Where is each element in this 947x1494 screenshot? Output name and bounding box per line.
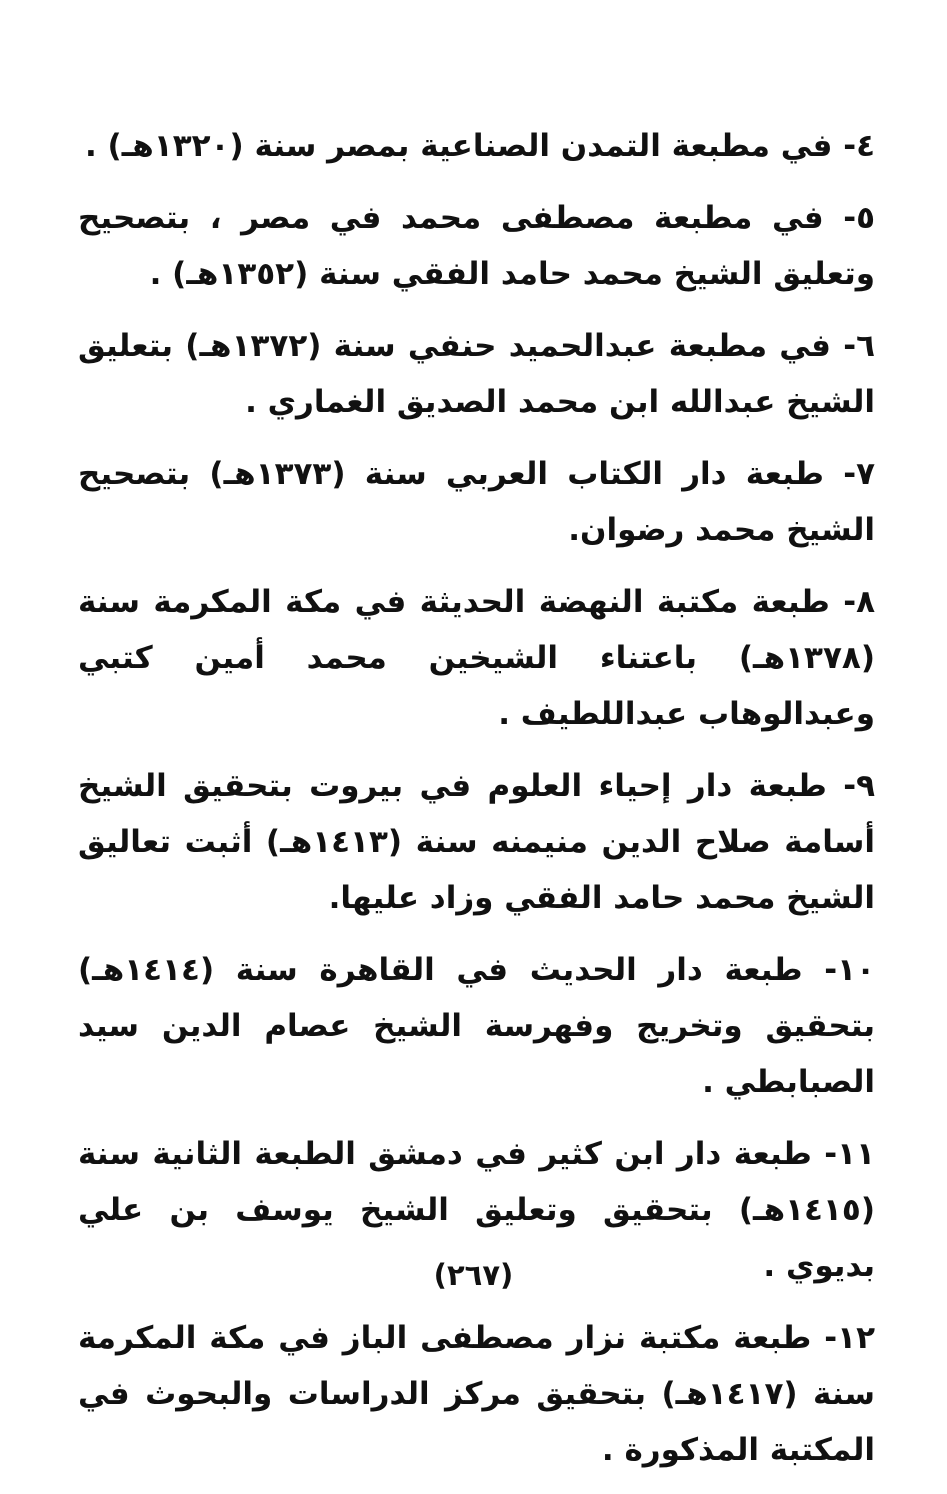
edition-item-11: ١١- طبعة دار ابن كثير في دمشق الطبعة الثانية سنة (١٤١٥هـ) بتحقيق وتعليق الشيخ يوسف بن علي بديوي .	[78, 1136, 875, 1284]
edition-item-7: ٧- طبعة دار الكتاب العربي سنة (١٣٧٣هـ) بتصحيح الشيخ محمد رضوان.	[78, 456, 875, 548]
edition-item-8: ٨- طبعة مكتبة النهضة الحديثة في مكة المكرمة سنة (١٣٧٨هـ) باعتناء الشيخين محمد أمين كتبي وعبدالوهاب عبداللطيف .	[78, 584, 875, 732]
edition-item-9: ٩- طبعة دار إحياء العلوم في بيروت بتحقيق الشيخ أسامة صلاح الدين منيمنه سنة (١٤١٣هـ) أثبت تعاليق الشيخ محمد حامد الفقي وزاد عليها.	[78, 768, 875, 916]
edition-item-5: ٥- في مطبعة مصطفى محمد في مصر ، بتصحيح وتعليق الشيخ محمد حامد الفقي سنة (١٣٥٢هـ) .	[78, 200, 875, 292]
edition-item-4: ٤- في مطبعة التمدن الصناعية بمصر سنة (١٣٢٠هـ) .	[84, 128, 875, 164]
edition-item-6: ٦- في مطبعة عبدالحميد حنفي سنة (١٣٧٢هـ) بتعليق الشيخ عبدالله ابن محمد الصديق الغماري .	[78, 328, 876, 420]
edition-item-12: ١٢- طبعة مكتبة نزار مصطفى الباز في مكة المكرمة سنة (١٤١٧هـ) بتحقيق مركز الدراسات والبحوث في المكتبة المذكورة .	[78, 1320, 875, 1468]
edition-item-10: ١٠- طبعة دار الحديث في القاهرة سنة (١٤١٤هـ) بتحقيق وتخريج وفهرسة الشيخ عصام الدين سيد الصبابطي .	[78, 952, 875, 1100]
page-number: (٢٦٧)	[433, 1258, 514, 1292]
